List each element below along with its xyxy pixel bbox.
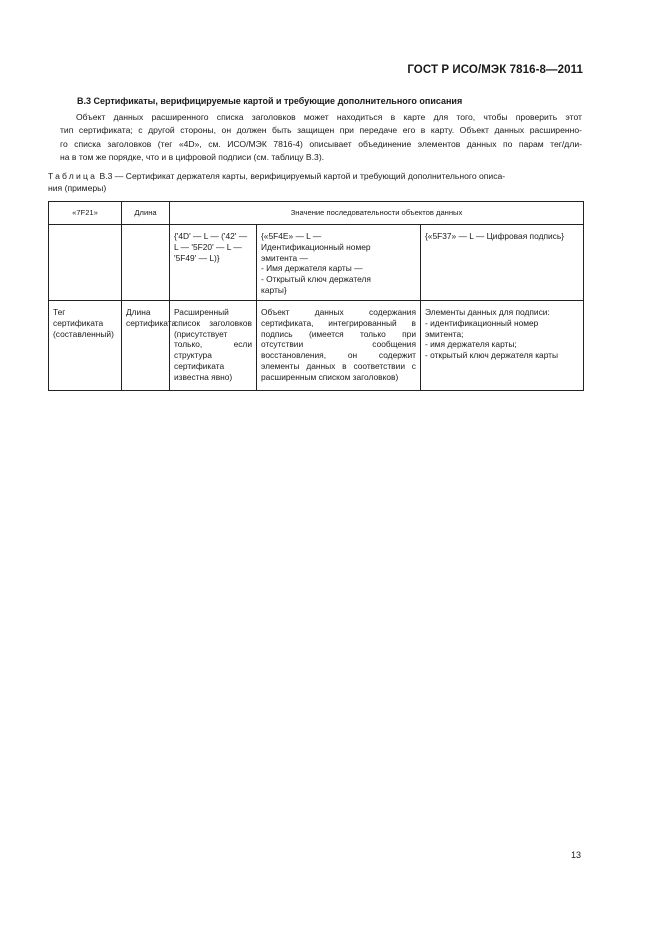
header-length: Длина	[122, 202, 170, 225]
body-paragraph	[60, 111, 582, 165]
page-number: 13	[571, 850, 582, 860]
cell-empty	[122, 225, 170, 301]
header-tag: «7F21»	[49, 202, 122, 225]
table-row	[49, 225, 584, 301]
caption-prefix: Таблица	[48, 171, 98, 181]
cell-line: - Открытый ключ держателя	[261, 274, 371, 285]
paragraph-line: го списка заголовков (тег «4D», см. ИСО/МЭК 7816-4) описывает объединение элементов данных по парам тег/дли-	[60, 138, 582, 149]
cell-line: - Имя держателя карты —	[261, 263, 363, 274]
cell-line: Идентификационный номер	[261, 241, 371, 252]
cell-signature: {«5F37» — L — Цифровая подпись}	[421, 225, 584, 301]
cell-issuer-data	[257, 225, 421, 301]
cell-line: эмитента —	[261, 252, 308, 263]
paragraph-line: тип сертификата; с другой стороны, он должен быть защищен при передаче его в карту. Объект данных расширенно-	[60, 125, 582, 136]
caption-line2: ния (примеры)	[48, 183, 107, 193]
cell-line: - идентификационный номер эмитента;	[425, 317, 539, 339]
cell-empty	[49, 225, 122, 301]
cell-line: - имя держателя карты;	[425, 339, 517, 350]
table-header-row	[49, 202, 584, 225]
caption-text: В.3 — Сертификат держателя карты, верифицируемый картой и требующий дополнительного описа-	[97, 171, 506, 181]
cell-line: карты}	[261, 284, 287, 295]
table-row	[49, 301, 584, 391]
document-header: ГОСТ Р ИСО/МЭК 7816-8—2011	[407, 64, 583, 76]
cell-line: {«5F4E» — L —	[261, 231, 322, 241]
section-title: В.3 Сертификаты, верифицируемые картой и требующие дополнительного описания	[77, 96, 463, 106]
paragraph-line: Объект данных расширенного списка заголовков может находиться в карте для того, чтобы проверить этот	[76, 112, 582, 122]
cell-extended-list-desc: Расширенный список заголовков (присутствует только, если структура сертификата известна явно)	[170, 301, 257, 391]
header-value: Значение последовательности объектов данных	[170, 202, 584, 225]
cell-signature-elements	[421, 301, 584, 391]
cell-certificate-length: Длина сертификата	[122, 301, 170, 391]
paragraph-line: на в том же порядке, что и в цифровой подписи (см. таблицу В.3).	[60, 152, 325, 163]
cell-line: - открытый ключ держателя карты	[425, 350, 559, 361]
cell-certificate-tag: Тег сертификата (составленный)	[49, 301, 122, 391]
table-caption	[48, 170, 582, 194]
cell-content-desc: Объект данных содержания сертификата, интегрированный в подпись (имеется только при отсутствии сообщения восстановления, он содержит элементы данных в соответствии с расширенным списком заголовков)	[257, 301, 421, 391]
cell-line: Элементы данных для подписи:	[425, 307, 550, 317]
certificate-table	[48, 201, 584, 391]
cell-extended-header-list: {'4D' — L — ('42' — L — '5F20' — L — '5F49' — L)}	[170, 225, 257, 301]
